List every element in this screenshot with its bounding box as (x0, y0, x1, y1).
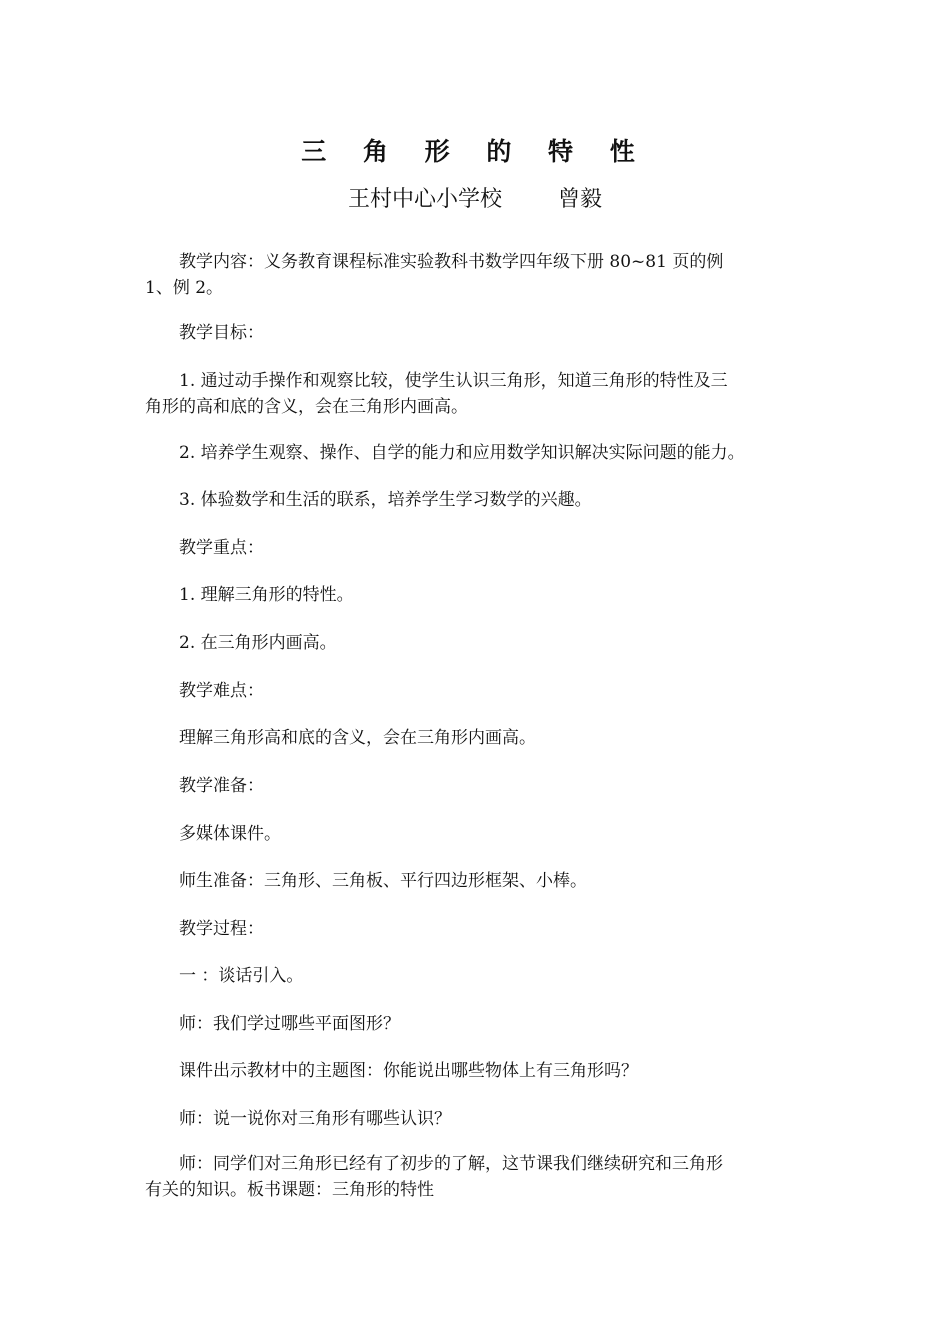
paragraph-line: 多媒体课件。 (145, 824, 281, 844)
paragraph-line: 1. 理解三角形的特性。 (145, 585, 354, 605)
paragraph-line: 师：我们学过哪些平面图形？ (145, 1014, 400, 1034)
paragraph-line: 3. 体验数学和生活的联系，培养学生学习数学的兴趣。 (145, 490, 592, 510)
paragraph-line: 理解三角形高和底的含义，会在三角形内画高。 (145, 728, 536, 748)
paragraph-key-1 (145, 582, 813, 608)
paragraph-process-4 (145, 1106, 813, 1132)
paragraph-line: 1、例 2。 (145, 278, 224, 298)
paragraph-process-1 (145, 963, 813, 989)
paragraph-process-2 (145, 1011, 813, 1037)
paragraph-line: 教学重点： (145, 538, 264, 558)
paragraph-line: 教学过程： (145, 919, 264, 939)
paragraph-goal-1 (145, 368, 813, 420)
paragraph-prep-heading (145, 773, 813, 799)
paragraph-line: 教学内容：义务教育课程标准实验教科书数学四年级下册 80~81 页的例 (145, 252, 724, 272)
paragraph-line: 教学难点： (145, 681, 264, 701)
paragraph-goals-heading (145, 320, 813, 346)
paragraph-prep-2 (145, 868, 813, 894)
paragraph-line: 师：说一说你对三角形有哪些认识？ (145, 1109, 451, 1129)
paragraph-line: 教学准备： (145, 776, 264, 796)
school-name: 王村中心小学校 (347, 187, 502, 212)
document-title: 三 角 形 的 特 性 (301, 137, 649, 166)
paragraph-line: 角形的高和底的含义，会在三角形内画高。 (145, 397, 468, 417)
paragraph-key-heading (145, 535, 813, 561)
paragraph-line: 师生准备：三角形、三角板、平行四边形框架、小棒。 (145, 871, 587, 891)
paragraph-process-heading (145, 916, 813, 942)
paragraph-process-5 (145, 1151, 813, 1203)
paragraph-goal-2 (145, 440, 813, 466)
paragraph-line: 2. 培养学生观察、操作、自学的能力和应用数学知识解决实际问题的能力。 (145, 443, 745, 463)
paragraph-line: 1. 通过动手操作和观察比较，使学生认识三角形，知道三角形的特性及三 (145, 371, 728, 391)
author-name: 曾毅 (558, 187, 603, 212)
paragraph-difficulty-1 (145, 725, 813, 751)
paragraph-prep-1 (145, 821, 813, 847)
paragraph-process-3 (145, 1058, 813, 1084)
paragraph-line: 一 ：谈话引入。 (145, 966, 304, 986)
paragraph-line: 师：同学们对三角形已经有了初步的了解，这节课我们继续研究和三角形 (145, 1154, 723, 1174)
paragraph-key-2 (145, 630, 813, 656)
document-byline (0, 184, 950, 216)
paragraph-line: 课件出示教材中的主题图：你能说出哪些物体上有三角形吗？ (145, 1061, 638, 1081)
paragraph-line: 教学目标： (145, 323, 264, 343)
paragraph-content (145, 249, 813, 301)
paragraph-goal-3 (145, 487, 813, 513)
paragraph-line: 有关的知识。板书课题：三角形的特性 (145, 1180, 434, 1200)
paragraph-difficulty-heading (145, 678, 813, 704)
paragraph-line: 2. 在三角形内画高。 (145, 633, 337, 653)
